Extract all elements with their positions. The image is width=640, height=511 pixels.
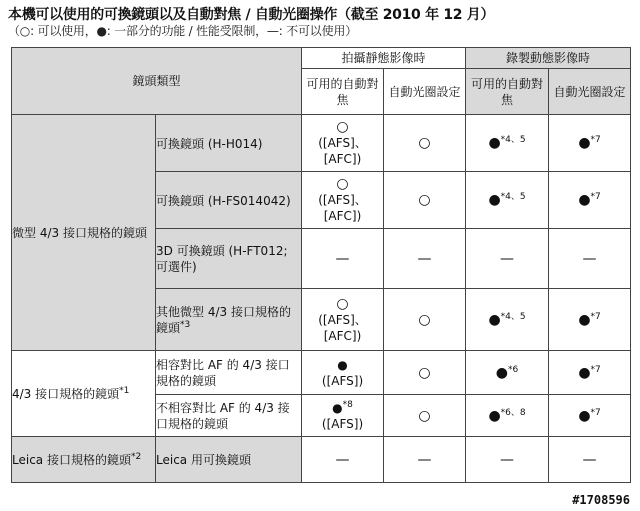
table-row bbox=[12, 351, 631, 395]
footnote-ref: *7 bbox=[590, 364, 601, 375]
availability-symbol: ○ bbox=[336, 176, 349, 192]
availability-symbol: ● bbox=[578, 135, 591, 151]
table-row bbox=[12, 437, 631, 483]
lens-name: 相容對比 AF 的 4/3 接口規格的鏡頭 bbox=[156, 358, 290, 388]
availability-symbol: ● bbox=[488, 135, 501, 151]
footnote-ref: *1 bbox=[119, 385, 130, 396]
category-cell bbox=[12, 115, 156, 351]
footnote-ref: *4、5 bbox=[500, 311, 526, 322]
still-af-cell bbox=[302, 351, 384, 395]
movie-af-cell bbox=[466, 437, 549, 483]
lens-name-cell bbox=[156, 351, 302, 395]
page-title: 本機可以使用的可換鏡頭以及自動對焦 / 自動光圈操作（截至 2010 年 12 月） bbox=[8, 7, 495, 23]
lens-name: 可換鏡頭 (H-H014) bbox=[156, 136, 263, 151]
footnote-ref: *6、8 bbox=[500, 407, 526, 418]
availability-symbol: — bbox=[417, 250, 432, 267]
movie-af-cell bbox=[466, 229, 549, 289]
header-movie: 錄製動態影像時 bbox=[466, 48, 631, 69]
af-mode-note: ([AFS]、[AFC]) bbox=[318, 312, 367, 343]
category-label: Leica 接口規格的鏡頭 bbox=[12, 452, 131, 467]
availability-symbol: — bbox=[335, 451, 350, 468]
movie-aperture-cell bbox=[549, 395, 631, 437]
availability-symbol: ● bbox=[578, 192, 591, 208]
availability-symbol: ● bbox=[488, 311, 501, 328]
lens-name-cell bbox=[156, 437, 302, 483]
still-aperture-cell bbox=[384, 229, 466, 289]
footnote-ref: *7 bbox=[590, 311, 601, 322]
movie-aperture-cell bbox=[549, 172, 631, 229]
footnote-ref: *2 bbox=[130, 451, 142, 462]
availability-symbol: ○ bbox=[418, 311, 431, 328]
header-still-af: 可用的自動對焦 bbox=[302, 69, 384, 115]
availability-symbol: ○ bbox=[418, 407, 431, 424]
availability-symbol: ● bbox=[488, 192, 501, 208]
footnote-ref: *6 bbox=[508, 364, 519, 375]
availability-symbol: ○ bbox=[336, 119, 349, 135]
availability-symbol: — bbox=[500, 250, 515, 267]
af-mode-note: ([AFS]、[AFC]) bbox=[318, 136, 367, 166]
still-af-cell bbox=[302, 289, 384, 351]
af-mode-note: ([AFS]) bbox=[321, 373, 364, 388]
footnote-ref: *4、5 bbox=[500, 135, 526, 145]
lens-name: 可換鏡頭 (H-FS014042) bbox=[156, 193, 291, 208]
footnote-ref: *7 bbox=[590, 407, 601, 418]
lens-name-cell bbox=[156, 395, 302, 437]
footnote-ref: *4、5 bbox=[500, 192, 526, 202]
still-aperture-cell bbox=[384, 437, 466, 483]
legend-note: （○: 可以使用，●: 一部分的功能 / 性能受限制，—: 不可以使用） bbox=[8, 24, 357, 38]
lens-name: 3D 可換鏡頭 (H-FT012; 可選件) bbox=[156, 244, 288, 274]
footnote-ref: *8 bbox=[342, 399, 353, 410]
lens-name: 其他微型 4/3 接口規格的鏡頭 bbox=[156, 305, 291, 335]
availability-symbol: — bbox=[500, 451, 515, 468]
still-af-cell bbox=[302, 437, 384, 483]
availability-symbol: ● bbox=[578, 311, 591, 328]
availability-symbol: ● bbox=[337, 357, 348, 372]
still-af-cell bbox=[302, 172, 384, 229]
availability-symbol: ● bbox=[495, 364, 509, 381]
movie-aperture-cell bbox=[549, 437, 631, 483]
movie-aperture-cell bbox=[549, 229, 631, 289]
movie-af-cell bbox=[466, 289, 549, 351]
header-movie-af: 可用的自動對焦 bbox=[466, 69, 549, 115]
still-aperture-cell bbox=[384, 395, 466, 437]
footnote-ref: *7 bbox=[590, 192, 601, 202]
movie-aperture-cell bbox=[549, 115, 631, 172]
still-aperture-cell bbox=[384, 289, 466, 351]
af-mode-note: ([AFS]、[AFC]) bbox=[318, 193, 367, 223]
availability-symbol: ● bbox=[578, 407, 591, 424]
header-movie-aperture: 自動光圈設定 bbox=[549, 69, 631, 115]
availability-symbol: ● bbox=[578, 364, 591, 381]
availability-symbol: ○ bbox=[418, 364, 431, 381]
category-label: 微型 4/3 接口規格的鏡頭 bbox=[12, 225, 147, 240]
lens-name-cell bbox=[156, 289, 302, 351]
category-cell bbox=[12, 351, 156, 437]
movie-aperture-cell bbox=[549, 289, 631, 351]
lens-name: 不相容對比 AF 的 4/3 接口規格的鏡頭 bbox=[156, 401, 290, 431]
availability-symbol: ○ bbox=[418, 192, 431, 208]
still-af-cell bbox=[302, 229, 384, 289]
availability-symbol: ○ bbox=[336, 295, 349, 312]
availability-symbol: — bbox=[582, 250, 597, 267]
still-af-cell bbox=[302, 115, 384, 172]
movie-af-cell bbox=[466, 395, 549, 437]
category-cell bbox=[12, 437, 156, 483]
availability-symbol: ● bbox=[332, 400, 343, 415]
lens-name-cell bbox=[156, 229, 302, 289]
movie-af-cell bbox=[466, 172, 549, 229]
availability-symbol: — bbox=[417, 451, 432, 468]
header-still-image: 拍攝靜態影像時 bbox=[302, 48, 466, 69]
table-row bbox=[12, 115, 631, 172]
footnote-ref: *3 bbox=[180, 320, 191, 330]
af-mode-note: ([AFS]) bbox=[321, 416, 364, 431]
still-aperture-cell bbox=[384, 172, 466, 229]
still-aperture-cell bbox=[384, 351, 466, 395]
availability-symbol: ○ bbox=[418, 135, 431, 151]
availability-symbol: — bbox=[335, 250, 350, 267]
lens-name: Leica 用可換鏡頭 bbox=[156, 453, 251, 467]
movie-af-cell bbox=[466, 115, 549, 172]
footnote-ref: *7 bbox=[590, 135, 601, 145]
header-still-aperture: 自動光圈設定 bbox=[384, 69, 466, 115]
header-lens-type: 鏡頭類型 bbox=[12, 48, 302, 115]
still-af-cell bbox=[302, 395, 384, 437]
lens-name-cell bbox=[156, 115, 302, 172]
lens-compatibility-table bbox=[11, 47, 631, 483]
movie-af-cell bbox=[466, 351, 549, 395]
availability-symbol: — bbox=[582, 451, 597, 468]
availability-symbol: ● bbox=[488, 407, 501, 424]
still-aperture-cell bbox=[384, 115, 466, 172]
watermark-id: #1708596 bbox=[572, 493, 630, 507]
lens-name-cell bbox=[156, 172, 302, 229]
category-label: 4/3 接口規格的鏡頭 bbox=[12, 386, 120, 401]
movie-aperture-cell bbox=[549, 351, 631, 395]
